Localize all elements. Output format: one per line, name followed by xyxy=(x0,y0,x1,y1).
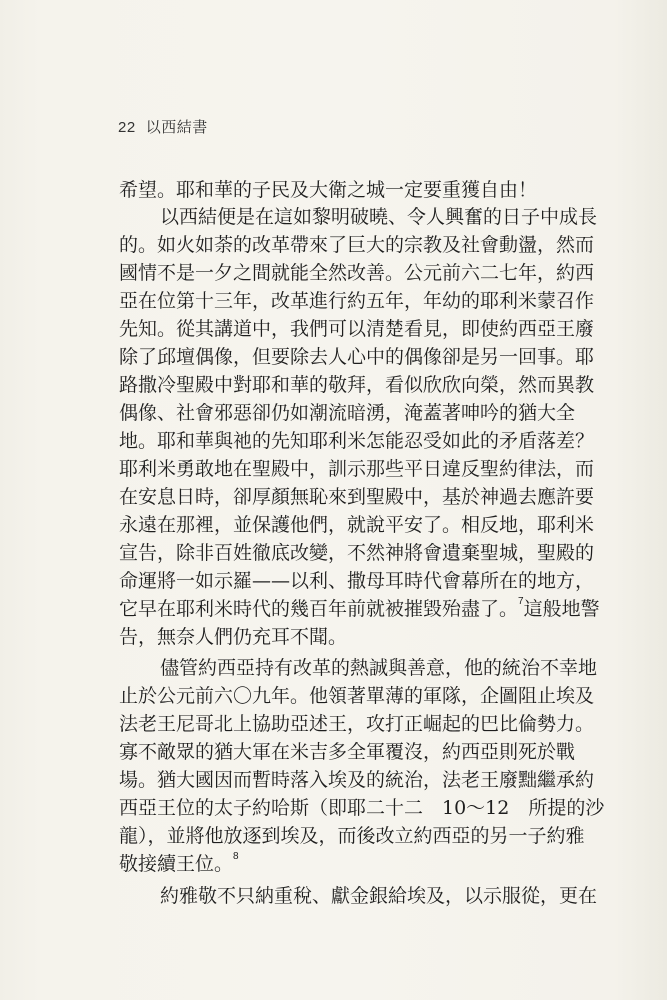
page-number: 22 xyxy=(118,119,136,136)
paragraph-start-line: 以西結便是在這如黎明破曉、令人興奮的日子中成長 xyxy=(160,206,598,228)
text-line: 亞在位第十三年，改革進行約五年，年幼的耶利米蒙召作 xyxy=(119,290,595,312)
footnote-marker: 7 xyxy=(518,597,524,607)
text-line: 希望。耶和華的子民及大衛之城一定要重獲自由！ xyxy=(119,179,538,201)
text-line: 場。猶大國因而暫時落入埃及的統治，法老王廢黜繼承約 xyxy=(119,769,595,791)
text-line: 止於公元前六〇九年。他領著單薄的軍隊，企圖阻止埃及 xyxy=(119,685,595,707)
running-head xyxy=(118,116,208,137)
text-line: 國情不是一夕之間就能全然改善。公元前六二七年，約西 xyxy=(119,262,595,284)
text-line: 的。如火如荼的改革帶來了巨大的宗教及社會動盪，然而 xyxy=(119,234,595,256)
text-line: 地。耶和華與祂的先知耶利米怎能忍受如此的矛盾落差？ xyxy=(119,430,595,452)
text-line: 命運將一如示羅——以利、撒母耳時代會幕所在的地方， xyxy=(119,570,595,592)
text-segment: 它早在耶利米時代的幾百年前就被摧毀殆盡了。 xyxy=(119,598,519,620)
text-line: 路撒冷聖殿中對耶和華的敬拜，看似欣欣向榮，然而異教 xyxy=(119,374,595,396)
text-segment: 敬接續王位。 xyxy=(119,853,234,875)
paragraph-start-line: 約雅敬不只納重稅、獻金銀給埃及，以示服從，更在 xyxy=(160,885,598,907)
text-line: 耶利米勇敢地在聖殿中，訓示那些平日違反聖約律法，而 xyxy=(119,458,595,480)
footnote-marker: 8 xyxy=(233,852,239,862)
text-line: 在安息日時，卻厚顏無恥來到聖殿中，基於神過去應許要 xyxy=(119,486,595,508)
text-line: 法老王尼哥北上協助亞述王，攻打正崛起的巴比倫勢力。 xyxy=(119,713,595,735)
text-line: 寡不敵眾的猶大軍在米吉多全軍覆沒，約西亞則死於戰 xyxy=(119,741,576,763)
text-line xyxy=(119,852,619,876)
text-line xyxy=(119,597,619,621)
text-line: 龍），並將他放逐到埃及，而後改立約西亞的另一子約雅 xyxy=(119,825,585,847)
paragraph-start-line: 儘管約西亞持有改革的熱誠與善意，他的統治不幸地 xyxy=(160,657,598,679)
text-line: 除了邱壇偶像，但要除去人心中的偶像卻是另一回事。耶 xyxy=(119,346,595,368)
text-line: 先知。從其講道中，我們可以清楚看見，即使約西亞王廢 xyxy=(119,318,595,340)
text-line: 宣告，除非百姓徹底改變，不然神將會遺棄聖城，聖殿的 xyxy=(119,542,595,564)
text-line: 西亞王位的太子約哈斯（即耶二十二 10～12 所提的沙 xyxy=(119,797,605,819)
book-title: 以西結書 xyxy=(145,118,208,136)
text-line: 永遠在那裡，並保護他們，就說平安了。相反地，耶利米 xyxy=(119,514,595,536)
text-segment: 這般地警 xyxy=(523,598,600,620)
text-line: 告，無奈人們仍充耳不聞。 xyxy=(119,626,348,648)
text-line: 偶像、社會邪惡卻仍如潮流暗湧，淹蓋著呻吟的猶大全 xyxy=(119,402,576,424)
